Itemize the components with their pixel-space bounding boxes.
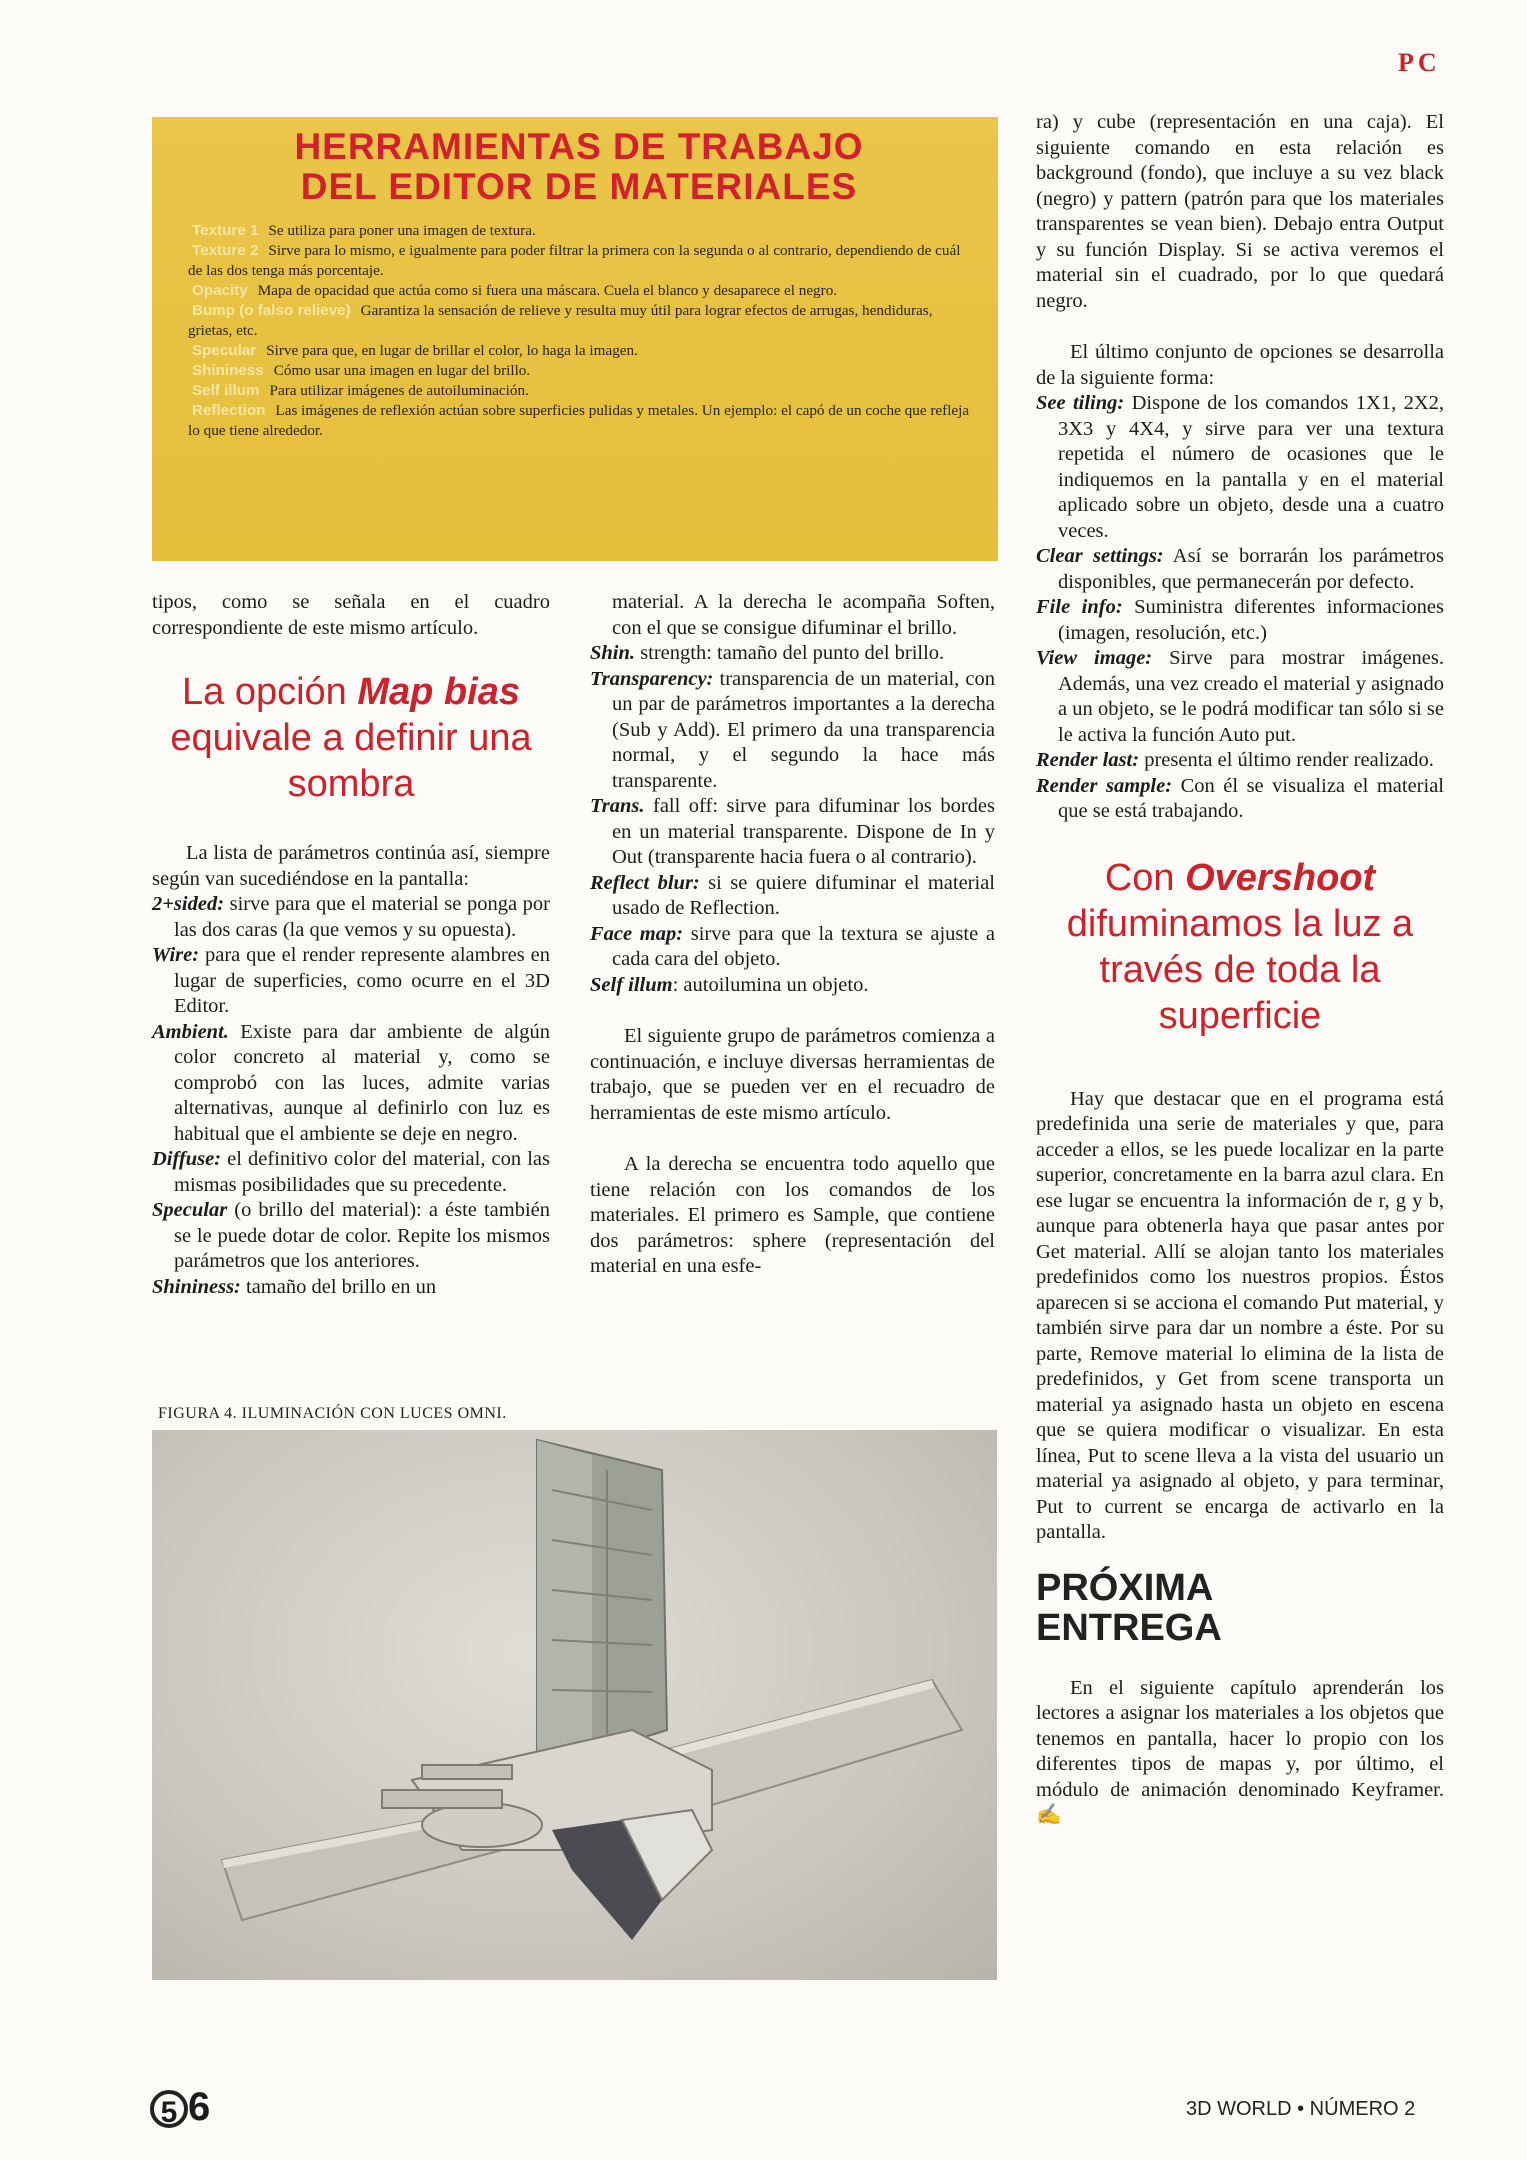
definition-item: See tiling: Dispone de los comandos 1X1, 2X2, 3X3 y 4X4, y sirve para ver una textura repetida el número de ocasiones que le indiquemos en la pantalla y en el material aplicado sobre un objeto, desde una a cuatro veces. <box>1036 392 1444 542</box>
tools-box-item: Specular Sirve para que, en lugar de brillar el color, lo haga la imagen. <box>192 342 638 359</box>
definition-item: Clear settings: Así se borrarán los parámetros disponibles, que permanecerán por defecto. <box>1036 545 1444 593</box>
tools-box-item: Bump (o falso relieve) Garantiza la sensación de relieve y resulta muy útil para lograr efectos de arrugas, hendiduras, grietas, etc. <box>188 302 933 339</box>
tools-box-item: Opacity Mapa de opacidad que actúa como si fuera una máscara. Cuela el blanco y desaparece el negro. <box>192 282 838 299</box>
definition-item: Trans. fall off: sirve para difuminar los bordes en un material transparente. Dispone de In y Out (transparente hacia fuera o al contrario). <box>590 795 995 868</box>
definition-item: Render last: presenta el último render realizado. <box>1036 749 1434 771</box>
definition-item: Self illum: autoilumina un objeto. <box>590 973 869 996</box>
paragraph: material. A la derecha le acompaña Soften, con el que se consigue difuminar el brillo. <box>612 591 995 639</box>
magazine-footer: 3D WORLD • NÚMERO 2 <box>1186 2098 1416 2120</box>
definition-item: Render sample: Con él se visualiza el material que se está trabajando. <box>1036 774 1444 822</box>
definition-item: View image: Sirve para mostrar imágenes. Además, una vez creado el material y asignado a un objeto, se le podrá modificar tan sólo si se le activa la función Auto put. <box>1036 647 1444 746</box>
definition-item: Shininess: tamaño del brillo en un <box>152 1275 437 1298</box>
pen-icon: ✍ <box>1036 1804 1062 1826</box>
tools-box <box>152 117 998 561</box>
tools-box-title: HERRAMIENTAS DE TRABAJO DEL EDITOR DE MATERIALES <box>294 126 864 207</box>
tools-box-list <box>188 221 970 441</box>
definition-item: File info: Suministra diferentes informaciones (imagen, resolución, etc.) <box>1036 596 1444 644</box>
figure-caption: FIGURA 4. ILUMINACIÓN CON LUCES OMNI. <box>158 1405 507 1422</box>
next-issue-heading: PRÓXIMA ENTREGA <box>1036 1566 1222 1649</box>
tools-box-item: Reflection Las imágenes de reflexión actúan sobre superficies pulidas y metales. Un ejemplo: el capó de un coche que refleja lo que tiene alrededor. <box>188 402 970 439</box>
column-2 <box>590 590 995 1280</box>
pull-quote-overshoot: Con Overshoot difuminamos la luz a través de toda la superficie <box>1066 856 1414 1037</box>
definition-item: Wire: para que el render represente alambres en lugar de superficies, como ocurre en el 3D Editor. <box>152 944 550 1017</box>
definition-item: Face map: sirve para que la textura se ajuste a cada cara del objeto. <box>590 922 995 970</box>
definition-item: Shin. strength: tamaño del punto del brillo. <box>590 642 945 664</box>
figure-render-shuttle <box>152 1430 997 1980</box>
paragraph: En el siguiente capítulo aprenderán los lectores a asignar los materiales a los objetos que tenemos en pantalla, hacer lo propio con los diferentes tipos de mapas y, por último, el módulo de animación denominado Keyframer. ✍ <box>1036 1676 1444 1826</box>
tools-box-item: Texture 1 Se utiliza para poner una imagen de textura. <box>192 222 536 239</box>
paragraph: La lista de parámetros continúa así, siempre según van sucediéndose en la pantalla: <box>152 842 550 890</box>
paragraph: El siguiente grupo de parámetros comienza a continuación, e incluye diversas herramientas de trabajo, que se pueden ver en el recuadro de herramientas de este mismo artículo. <box>590 1025 995 1124</box>
paragraph: A la derecha se encuentra todo aquello que tiene relación con los comandos de los materiales. El primero es Sample, que contiene dos parámetros: sphere (representación del material en una esfe- <box>590 1153 995 1277</box>
definition-item: 2+sided: sirve para que el material se ponga por las dos caras (la que vemos y su opuesta). <box>152 893 550 941</box>
paragraph: El último conjunto de opciones se desarrolla de la siguiente forma: <box>1036 341 1444 389</box>
definition-list <box>590 641 995 998</box>
paragraph: tipos, como se señala en el cuadro correspondiente de este mismo artículo. <box>152 591 550 639</box>
paragraph: Hay que destacar que en el programa está predefinida una serie de materiales y que, para acceder a ellos, se les puede localizar en la parte superior, concretamente en la barra azul clara. En ese lugar se encuentra la información de r, g y b, aunque para obtenerla haya que pasar antes por Get material. Allí se alojan tanto los materiales predefinidos como los nuestros propios. Éstos aparecen si se acciona el comando Put material, y también sirve para dar un nombre a éste. Por su parte, Remove material lo elimina de la lista de predefinidos, y Get from scene transporta un material ya asignado hasta un objeto en escena que se quiera modificar o visualizar. En esta línea, Put to scene lleva a la vista del usuario un material ya asignado al objeto, y para terminar, Put to current se encarga de activarlo en la pantalla. <box>1036 1087 1444 1543</box>
definition-item: Reflect blur: si se quiere difuminar el material usado de Reflection. <box>590 871 996 919</box>
section-label: PC <box>1398 48 1441 77</box>
column-3 <box>1036 110 1444 1829</box>
shuttle-image <box>152 1430 997 1980</box>
tools-box-item: Shininess Cómo usar una imagen en lugar del brillo. <box>192 362 531 379</box>
column-1 <box>152 590 550 1300</box>
definition-item: Transparency: transparencia de un material, con un par de parámetros importantes a la derecha (Sub y Add). El primero da una transparencia normal, y el segundo la hace más transparente. <box>590 667 995 792</box>
tools-box-item: Texture 2 Sirve para lo mismo, e igualmente para poder filtrar la primera con la segunda o al contrario, dependiendo de cuál de las dos tenga más porcentaje. <box>188 242 961 279</box>
definition-item: Specular (o brillo del material): a éste también se le puede dotar de color. Repite los mismos parámetros que los anteriores. <box>152 1199 550 1272</box>
definition-item: Ambient. Existe para dar ambiente de algún color concreto al material y, como se comprobó con las luces, admite varias alternativas, aunque al definirlo con luz es habitual que el ambiente se deje en negro. <box>152 1020 550 1145</box>
page-number: 5 6 <box>150 2085 210 2130</box>
tools-box-item: Self illum Para utilizar imágenes de autoiluminación. <box>192 382 529 399</box>
definition-list <box>1036 391 1444 825</box>
pull-quote-map-bias: La opción Map bias equivale a definir una sombra <box>170 671 532 805</box>
paragraph: ra) y cube (representación en una caja). El siguiente comando en esta relación es background (fondo), que incluye a su vez black (negro) y pattern (patrón para que los materiales transparentes se vean bien). Debajo entra Output y su función Display. Si se activa veremos el material sin el cuadrado, por lo que quedará negro. <box>1036 111 1444 312</box>
definition-item: Diffuse: el definitivo color del material, con las mismas posibilidades que su precedente. <box>152 1148 550 1196</box>
definition-list <box>152 892 550 1300</box>
